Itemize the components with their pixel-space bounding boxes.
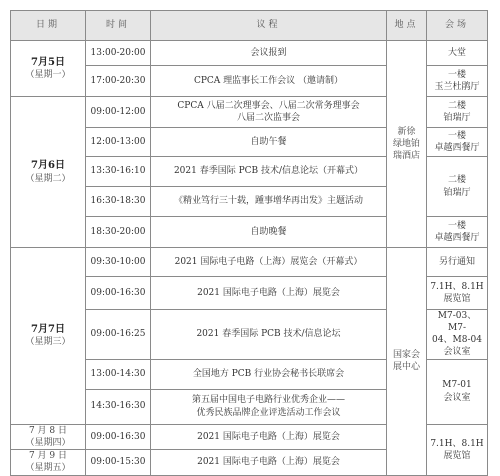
header-date: 日期 xyxy=(11,11,86,41)
agenda-line: 自助晚餐 xyxy=(250,226,287,237)
agenda-cell xyxy=(151,97,387,128)
agenda-cell xyxy=(151,389,387,424)
venue-cell xyxy=(427,66,488,97)
agenda-line: 2021 国际电子电路（上海）展览会 xyxy=(197,287,340,298)
location-line: 瑞酒店 xyxy=(392,151,420,162)
agenda-line: 2021 国际电子电路（上海）展览会 xyxy=(197,457,340,468)
location-line: 新徐 xyxy=(397,126,416,137)
venue-cell xyxy=(427,310,488,360)
agenda-cell xyxy=(151,217,387,248)
venue-cell xyxy=(427,359,488,424)
venue-cell xyxy=(427,217,488,248)
venue-line: 会议室 xyxy=(443,392,471,403)
date-main: 7月5日 xyxy=(31,56,65,68)
venue-line: 大堂 xyxy=(447,47,466,58)
header-row xyxy=(11,11,488,41)
venue-line: 展览馆 xyxy=(443,294,471,304)
agenda-line: 第五届中国电子电路行业优秀企业—— xyxy=(191,395,345,406)
agenda-line: CPCA 八届二次理事会、八届二次常务理事会 xyxy=(177,100,360,111)
time-cell: 09:00-12:00 xyxy=(86,97,151,128)
location-line: 绿地铂 xyxy=(392,138,420,149)
agenda-line: 优秀民族品牌企业评选活动工作会议 xyxy=(196,407,341,418)
time-cell: 13:00-14:30 xyxy=(86,359,151,389)
agenda-line: 全国地方 PCB 行业协会秘书长联席会 xyxy=(192,368,345,379)
date-main: 7 月 8 日 xyxy=(28,425,68,436)
date-main: 7月6日 xyxy=(31,160,65,172)
agenda-line: 2021 国际电子电路（上海）展览会（开幕式） xyxy=(174,256,363,267)
time-cell: 09:00-16:30 xyxy=(86,277,151,310)
date-cell xyxy=(11,41,86,97)
venue-line: 04、M8-04 xyxy=(432,335,482,346)
venue-line: 卓越西餐厅 xyxy=(434,143,480,153)
location-cell xyxy=(387,248,427,476)
date-cell xyxy=(11,248,86,425)
location-line: 国家会 xyxy=(392,350,420,361)
time-cell: 09:30-10:00 xyxy=(86,248,151,277)
time-cell: 12:00-13:00 xyxy=(86,128,151,157)
venue-line: 二楼 xyxy=(447,100,466,111)
venue-line: 一楼 xyxy=(447,69,466,80)
location-cell xyxy=(387,41,427,248)
venue-line: 一楼 xyxy=(447,130,466,141)
time-cell: 09:00-16:25 xyxy=(86,310,151,360)
venue-cell xyxy=(427,248,488,277)
agenda-cell xyxy=(151,128,387,157)
agenda-line: 《精业笃行三十载，踵事增华再出发》主题活动 xyxy=(173,196,363,207)
venue-cell xyxy=(427,277,488,310)
header-time: 时间 xyxy=(86,11,151,41)
agenda-cell xyxy=(151,449,387,475)
time-cell: 14:30-16:30 xyxy=(86,389,151,424)
venue-line: 铂瑞厅 xyxy=(443,113,471,123)
agenda-cell xyxy=(151,277,387,310)
time-cell: 13:00-20:00 xyxy=(86,41,151,66)
table-row xyxy=(11,41,488,66)
time-cell: 09:00-16:30 xyxy=(86,424,151,449)
schedule-table xyxy=(10,10,488,476)
venue-line: 铂瑞厅 xyxy=(443,187,471,198)
venue-line: 二楼 xyxy=(447,175,466,186)
venue-cell xyxy=(427,157,488,217)
agenda-cell xyxy=(151,310,387,360)
date-sub: （星期五） xyxy=(25,463,71,474)
date-cell xyxy=(11,97,86,248)
time-cell: 17:00-20:30 xyxy=(86,66,151,97)
agenda-line: 2021 春季国际 PCB 技术/信息论坛（开幕式） xyxy=(173,166,364,177)
venue-cell xyxy=(427,97,488,128)
header-agenda: 议程 xyxy=(151,11,387,41)
agenda-line: 2021 春季国际 PCB 技术/信息论坛 xyxy=(196,329,341,340)
date-main: 7 月 9 日 xyxy=(28,451,68,462)
venue-line: 卓越西餐厅 xyxy=(434,233,480,243)
venue-cell xyxy=(427,41,488,66)
venue-line: M7-03、 M7- xyxy=(437,311,477,334)
venue-line: 另行通知 xyxy=(438,256,475,267)
agenda-cell xyxy=(151,359,387,389)
agenda-cell xyxy=(151,187,387,217)
agenda-cell xyxy=(151,157,387,187)
date-cell xyxy=(11,449,86,475)
header-venue: 会场 xyxy=(427,11,488,41)
agenda-cell xyxy=(151,66,387,97)
agenda-cell xyxy=(151,248,387,277)
date-main: 7月7日 xyxy=(31,323,65,335)
location-line: 展中心 xyxy=(392,362,420,373)
date-cell xyxy=(11,424,86,449)
date-sub: （星期二） xyxy=(25,173,71,184)
venue-line: 一楼 xyxy=(447,220,466,231)
agenda-line: CPCA 理监事长工作会议 （邀请制） xyxy=(193,75,344,86)
date-sub: （星期一） xyxy=(25,70,71,81)
time-cell: 13:30-16:10 xyxy=(86,157,151,187)
venue-line: 7.1H、8.1H xyxy=(430,438,484,449)
agenda-line: 自助午餐 xyxy=(250,136,287,147)
date-sub: （星期三） xyxy=(25,337,71,348)
agenda-cell xyxy=(151,424,387,449)
header-location: 地点 xyxy=(387,11,427,41)
venue-line: M7-01 xyxy=(442,380,472,391)
venue-line: 展览馆 xyxy=(443,450,471,461)
venue-cell xyxy=(427,128,488,157)
agenda-cell xyxy=(151,41,387,66)
time-cell: 16:30-18:30 xyxy=(86,187,151,217)
venue-line: 7.1H、8.1H xyxy=(430,281,484,292)
date-sub: （星期四） xyxy=(25,437,71,448)
venue-line: 玉兰杜鹃厅 xyxy=(434,82,480,92)
time-cell: 18:30-20:00 xyxy=(86,217,151,248)
agenda-line: 会议报到 xyxy=(250,47,287,58)
venue-cell xyxy=(427,424,488,475)
time-cell: 09:00-15:30 xyxy=(86,449,151,475)
venue-line: 会议室 xyxy=(443,347,471,358)
table-row xyxy=(11,248,488,277)
agenda-line: 2021 国际电子电路（上海）展览会 xyxy=(197,431,340,442)
agenda-line: 八届二次监事会 xyxy=(236,113,300,123)
